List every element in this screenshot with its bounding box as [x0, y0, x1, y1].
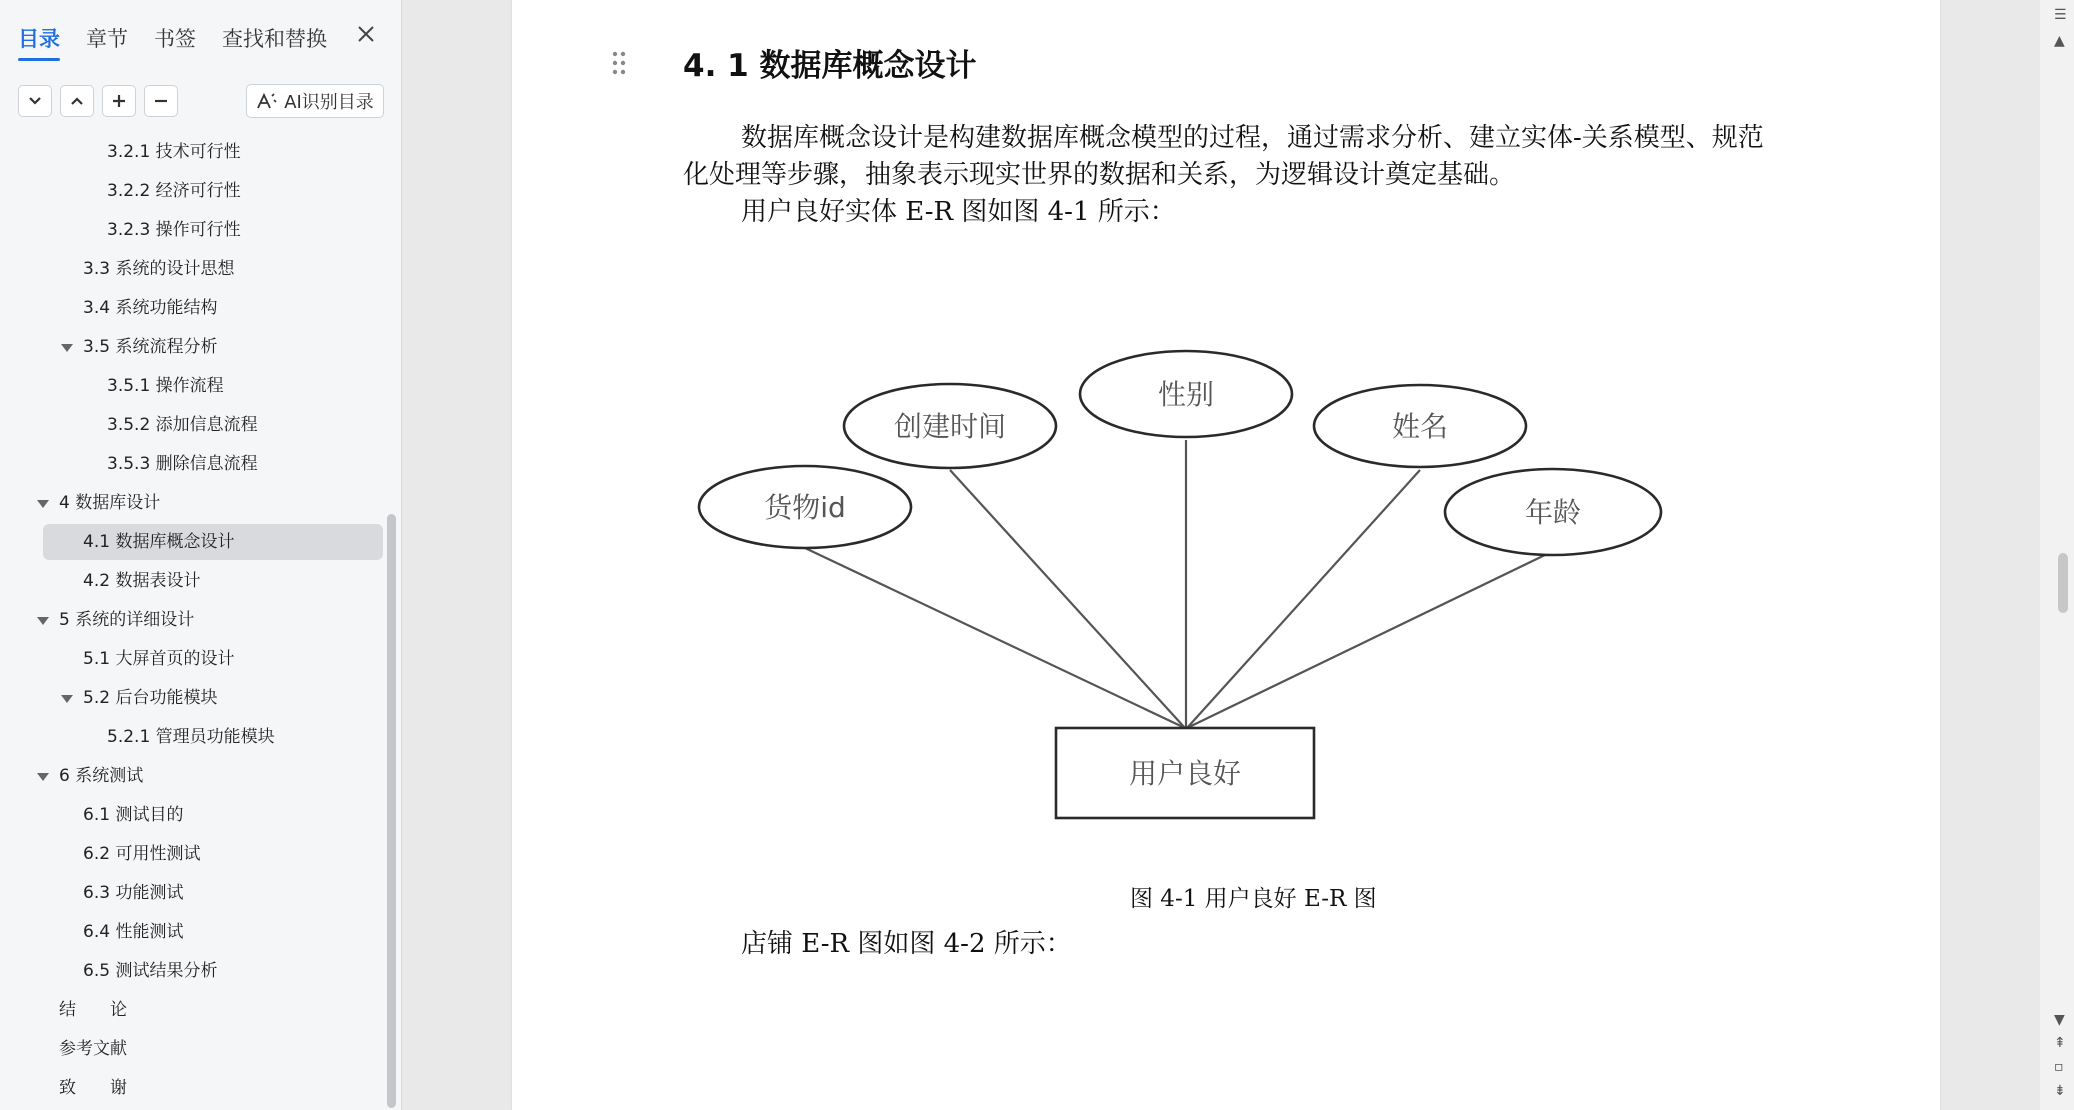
toc-item[interactable]: 3.2.2 经济可行性 [107, 181, 241, 201]
minus-icon [153, 93, 169, 109]
toc-item[interactable]: 4.2 数据表设计 [83, 571, 201, 591]
toc-sidebar [0, 0, 402, 1110]
toc-item[interactable]: 结 论 [59, 1000, 127, 1020]
scroll-down-icon[interactable]: ▼ [2054, 1012, 2065, 1028]
toc-item-selected[interactable]: 4.1 数据库概念设计 [43, 524, 383, 560]
document-scrollbar[interactable] [2040, 0, 2074, 1110]
chevron-up-icon [69, 93, 85, 109]
er-attribute-label: 姓名 [1391, 410, 1449, 443]
ai-sparkle-icon [256, 92, 278, 110]
er-attribute-label: 创建时间 [893, 410, 1007, 443]
drag-handle-icon[interactable] [611, 50, 627, 76]
toc-item[interactable]: 3.2.3 操作可行性 [107, 220, 241, 240]
toc-item[interactable]: 3.2.1 技术可行性 [107, 142, 241, 162]
toc-item[interactable]: 4 数据库设计 [59, 493, 161, 513]
caret-down-icon[interactable] [61, 695, 73, 703]
toc-item[interactable]: 5.2 后台功能模块 [83, 688, 218, 708]
toc-item[interactable]: 3.5.2 添加信息流程 [107, 415, 258, 435]
toc-item[interactable]: 3.5 系统流程分析 [83, 337, 218, 357]
add-heading-button[interactable] [102, 85, 136, 117]
section-heading[interactable]: 4. 1 数据库概念设计 [683, 48, 977, 84]
close-icon[interactable] [352, 20, 380, 48]
tab-find-replace[interactable]: 查找和替换 [222, 27, 327, 51]
chevron-down-icon [27, 93, 43, 109]
sidebar-scrollbar[interactable] [387, 514, 396, 1108]
toc-item[interactable]: 参考文献 [59, 1039, 127, 1059]
tab-toc[interactable]: 目录 [18, 23, 60, 53]
caret-down-icon[interactable] [37, 500, 49, 508]
scroll-up-icon[interactable]: ▲ [2054, 33, 2065, 49]
toc-item[interactable]: 5 系统的详细设计 [59, 610, 195, 630]
toc-item[interactable]: 3.4 系统功能结构 [83, 298, 218, 318]
toc-item[interactable]: 3.5.1 操作流程 [107, 376, 224, 396]
paragraph[interactable]: 店铺 E-R 图如图 4-2 所示： [741, 929, 1072, 959]
figure-caption[interactable]: 图 4-1 用户良好 E-R 图 [1130, 886, 1377, 912]
toc-item[interactable]: 6.2 可用性测试 [83, 844, 201, 864]
toc-item[interactable]: 6.3 功能测试 [83, 883, 184, 903]
toc-item[interactable]: 3.5.3 删除信息流程 [107, 454, 258, 474]
ai-button-label: AI识别目录 [284, 92, 374, 113]
tab-chapters[interactable]: 章节 [86, 27, 128, 51]
caret-down-icon[interactable] [37, 773, 49, 781]
toc-item[interactable]: 6.4 性能测试 [83, 922, 184, 942]
paragraph[interactable]: 用户良好实体 E-R 图如图 4-1 所示： [741, 197, 1176, 227]
scroll-thumb[interactable] [2058, 553, 2068, 613]
er-diagram [690, 340, 1670, 830]
toc-item[interactable]: 6.1 测试目的 [83, 805, 184, 825]
menu-icon[interactable]: ☰ [2054, 7, 2067, 23]
toc-item[interactable]: 6 系统测试 [59, 766, 144, 786]
er-attribute-label: 货物id [764, 491, 846, 524]
tab-bookmarks[interactable]: 书签 [154, 27, 196, 51]
er-attribute-label: 性别 [1157, 378, 1215, 411]
sidebar-tabs [18, 18, 353, 58]
paragraph[interactable]: 数据库概念设计是构建数据库概念模型的过程，通过需求分析、建立实体-关系模型、规范化处理等步骤，抽象表示现实世界的数据和关系，为逻辑设计奠定基础。 [683, 123, 1764, 190]
next-page-icon[interactable]: ⇟ [2054, 1083, 2066, 1099]
toc-item[interactable]: 6.5 测试结果分析 [83, 961, 218, 981]
caret-down-icon[interactable] [37, 617, 49, 625]
previous-page-icon[interactable]: ⇞ [2054, 1035, 2066, 1051]
expand-up-button[interactable] [60, 85, 94, 117]
toc-item[interactable]: 5.2.1 管理员功能模块 [107, 727, 275, 747]
toc-item[interactable]: 致 谢 [59, 1078, 127, 1098]
caret-down-icon[interactable] [61, 344, 73, 352]
ai-recognize-toc-button[interactable] [246, 84, 384, 118]
toc-item[interactable]: 3.3 系统的设计思想 [83, 259, 235, 279]
toc-item[interactable]: 5.1 大屏首页的设计 [83, 649, 235, 669]
collapse-all-button[interactable] [18, 85, 52, 117]
er-attribute-label: 年龄 [1524, 496, 1582, 529]
er-entity-label: 用户良好 [1128, 757, 1242, 790]
plus-icon [111, 93, 127, 109]
page-select-icon[interactable]: ▫ [2054, 1059, 2064, 1075]
remove-heading-button[interactable] [144, 85, 178, 117]
